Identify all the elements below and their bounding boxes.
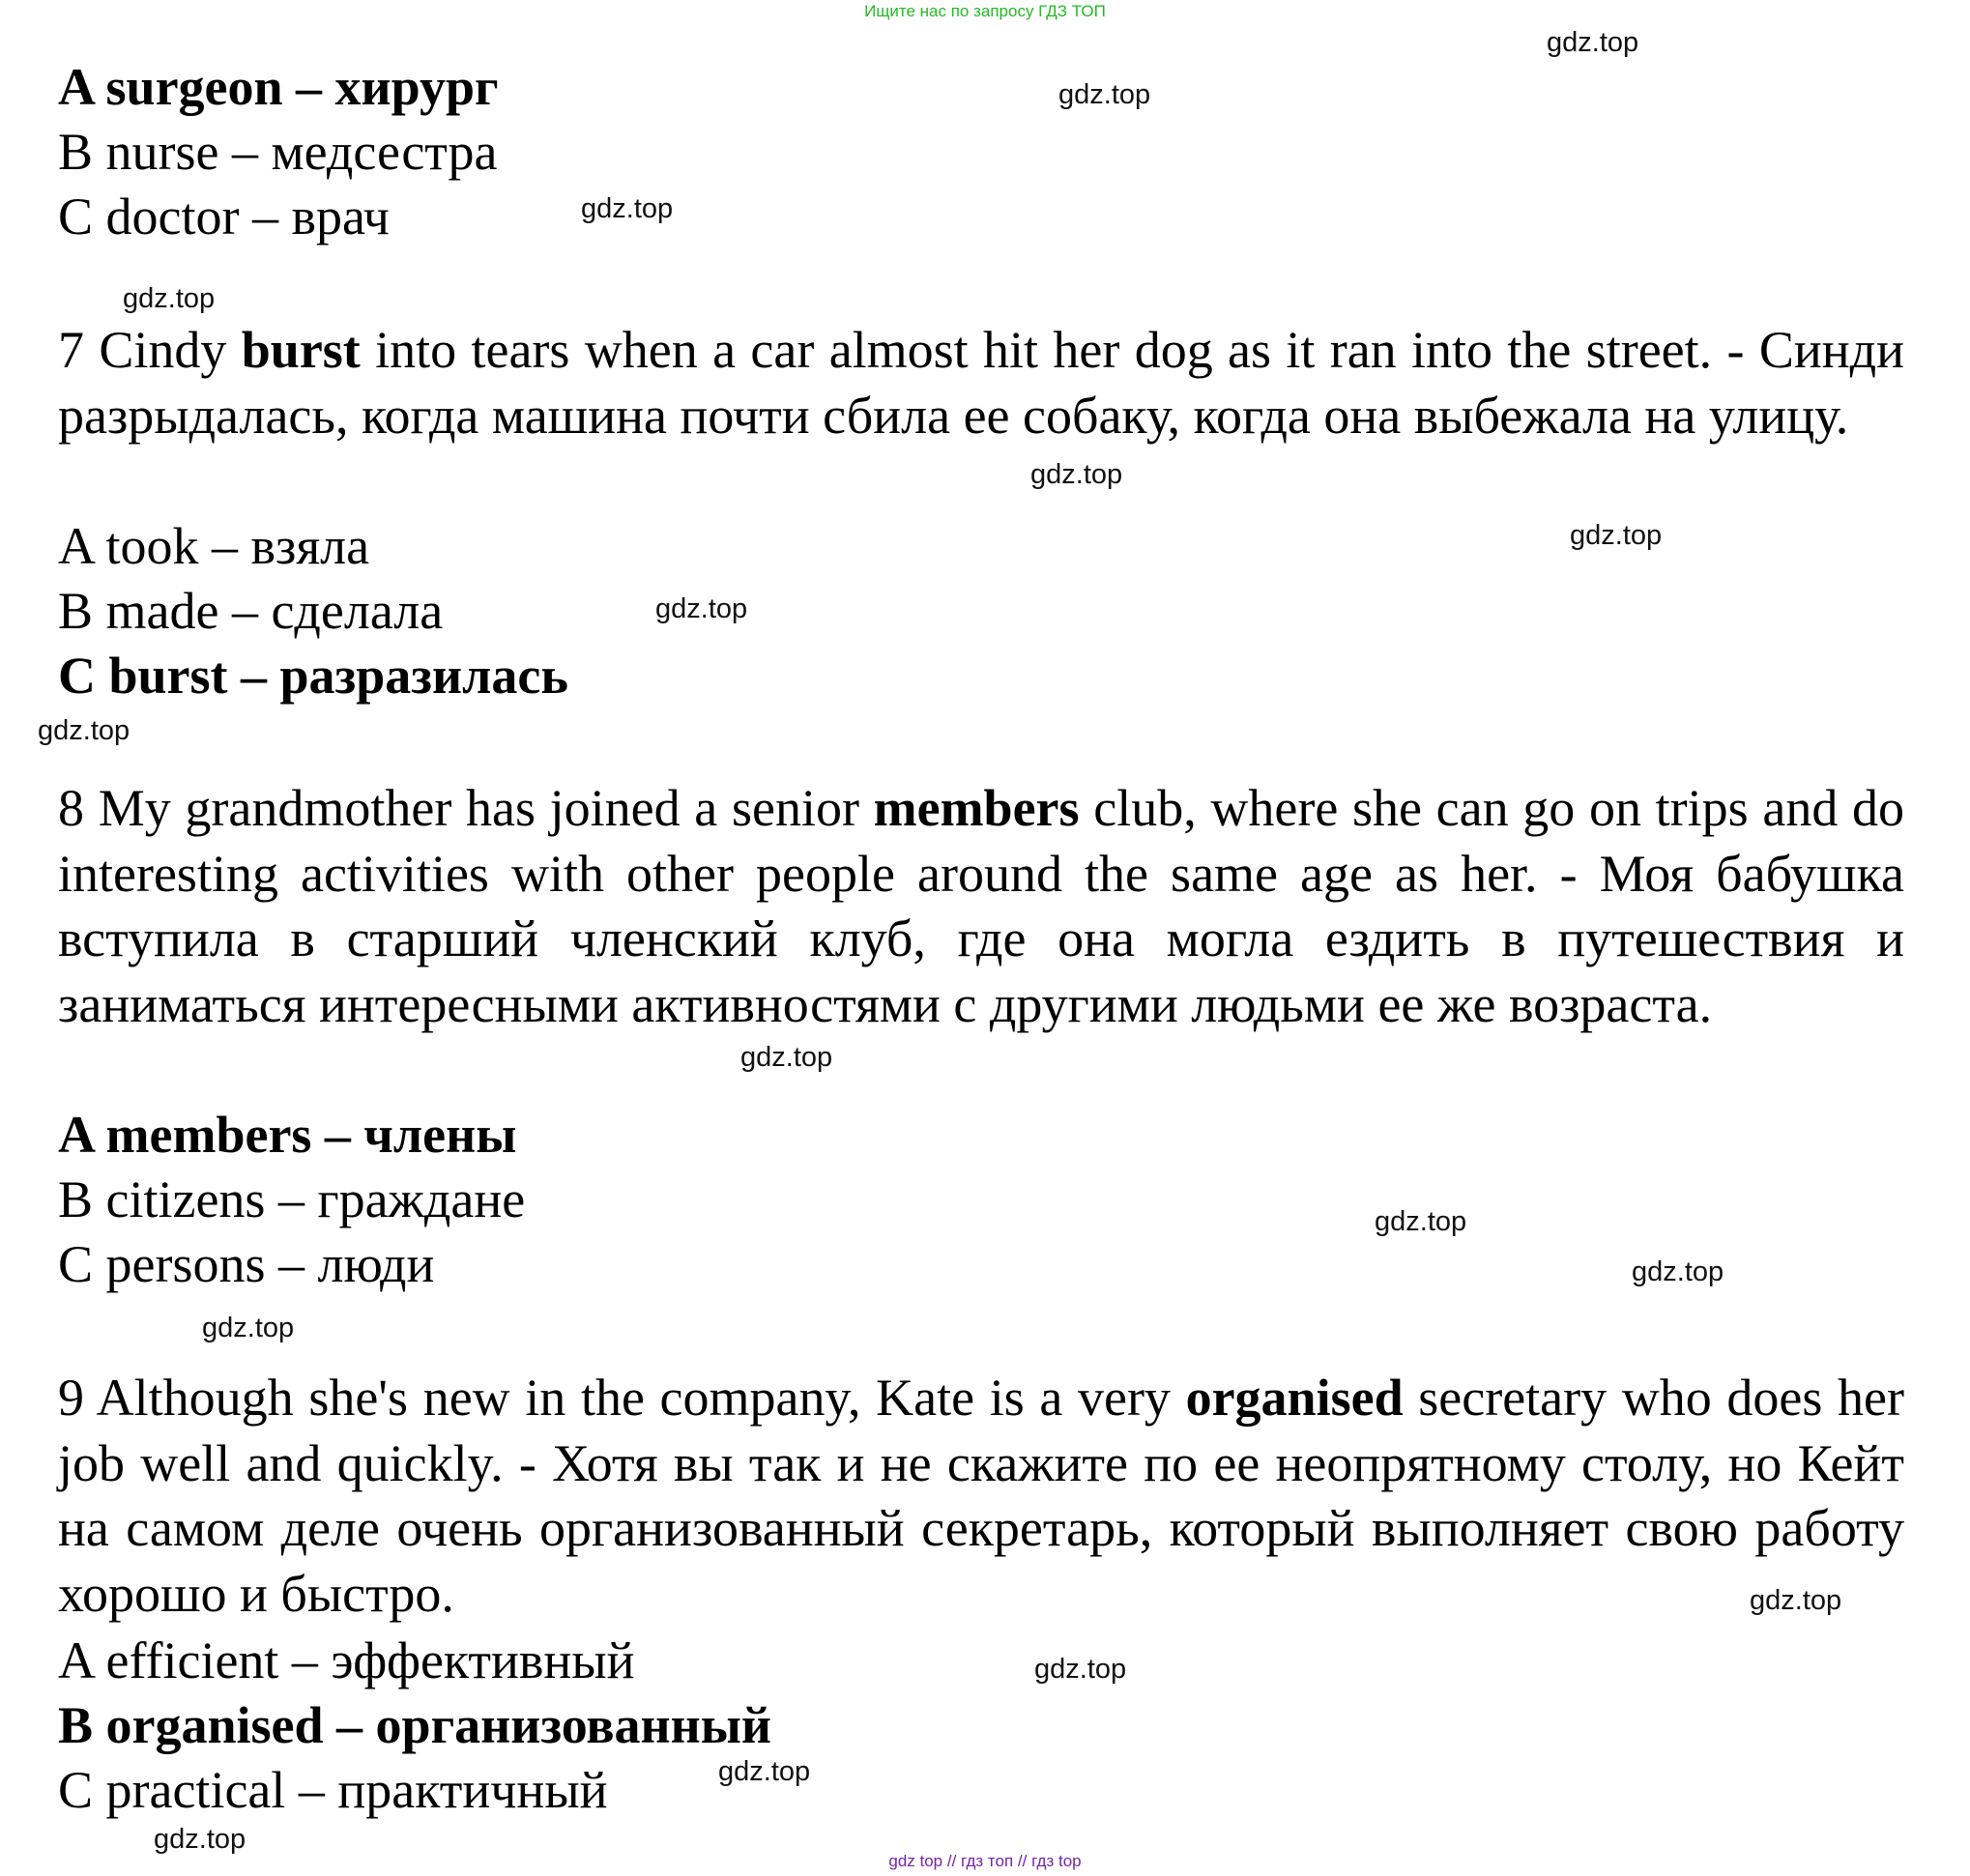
header-search-link[interactable]: Ищите нас по запросу ГДЗ ТОП — [864, 2, 1106, 20]
q9-sentence — [58, 1366, 1904, 1627]
q9-option-c: C practical – практичный — [58, 1761, 608, 1819]
q7-option-a: A took – взяла — [58, 517, 370, 575]
watermark: gdz.top — [1058, 79, 1151, 110]
q7-option-c: C burst – разразилась — [58, 647, 568, 705]
q8-option-c: C persons – люди — [58, 1235, 435, 1293]
q6-option-c: C doctor – врач — [58, 188, 390, 245]
q9-text-after: secretary who does her job well and quickly. - Хотя вы так и не скажите по ее неопрятному столу, но Кейт на самом деле очень организованный секретарь, который выполняет свою работу хорошо и быстро. — [58, 1369, 1904, 1623]
q6-option-b: B nurse – медсестра — [58, 123, 498, 181]
q7-option-b: B made – сделала — [58, 582, 444, 640]
q9-number: 9 — [58, 1369, 84, 1427]
watermark: gdz.top — [740, 1042, 833, 1073]
q7-answer-word: burst — [241, 321, 361, 379]
watermark: gdz.top — [1632, 1256, 1724, 1287]
q7-sentence — [58, 318, 1904, 448]
watermark: gdz.top — [123, 283, 216, 314]
q6-option-a: A surgeon – хирург — [58, 58, 499, 116]
q8-number: 8 — [58, 779, 84, 837]
q8-text-before: My grandmother has joined a senior — [98, 779, 859, 837]
q9-option-b: B organised – организованный — [58, 1696, 772, 1754]
watermark: gdz.top — [655, 593, 748, 624]
watermark: gdz.top — [1750, 1585, 1842, 1616]
q9-text-before: Although she's new in the company, Kate is a very — [96, 1369, 1171, 1427]
watermark: gdz.top — [1375, 1206, 1467, 1237]
footer-links — [0, 1852, 1970, 1871]
watermark: gdz.top — [202, 1313, 295, 1343]
footer-link[interactable]: гдз топ — [961, 1852, 1014, 1870]
q7-number: 7 — [58, 321, 84, 379]
watermark: gdz.top — [1570, 520, 1663, 551]
q7-text-after: into tears when a car almost hit her dog as it ran into the street. - Синди разрыдалась, когда машина почти сбила ее собаку, когда она выбежала на улицу. — [58, 321, 1905, 445]
footer-separator: // — [1017, 1852, 1028, 1870]
q9-answer-word: organised — [1185, 1369, 1404, 1427]
q8-sentence — [58, 776, 1904, 1037]
q8-option-b: B citizens – граждане — [58, 1170, 526, 1228]
q7-text-before: Cindy — [99, 321, 227, 379]
q9-option-a: A efficient – эффективный — [58, 1631, 635, 1689]
watermark: gdz.top — [1034, 1654, 1127, 1685]
watermark: gdz.top — [718, 1756, 811, 1787]
q8-text-after: club, where she can go on trips and do interesting activities with other people around the same age as her. - Моя бабушка вступила в старший членский клуб, где она могла ездить в путешествия и заниматься интересными активностями с другими людьми ее же возраста. — [58, 779, 1905, 1033]
watermark: gdz.top — [581, 193, 674, 224]
footer-link[interactable]: gdz top — [888, 1852, 943, 1870]
watermark: gdz.top — [38, 715, 130, 746]
q8-option-a: A members – члены — [58, 1106, 517, 1164]
watermark: gdz.top — [1547, 27, 1639, 58]
footer-separator: // — [946, 1852, 957, 1870]
watermark: gdz.top — [154, 1824, 246, 1855]
q8-answer-word: members — [873, 779, 1080, 837]
footer-link[interactable]: гдз top — [1031, 1852, 1082, 1870]
watermark: gdz.top — [1030, 459, 1123, 490]
